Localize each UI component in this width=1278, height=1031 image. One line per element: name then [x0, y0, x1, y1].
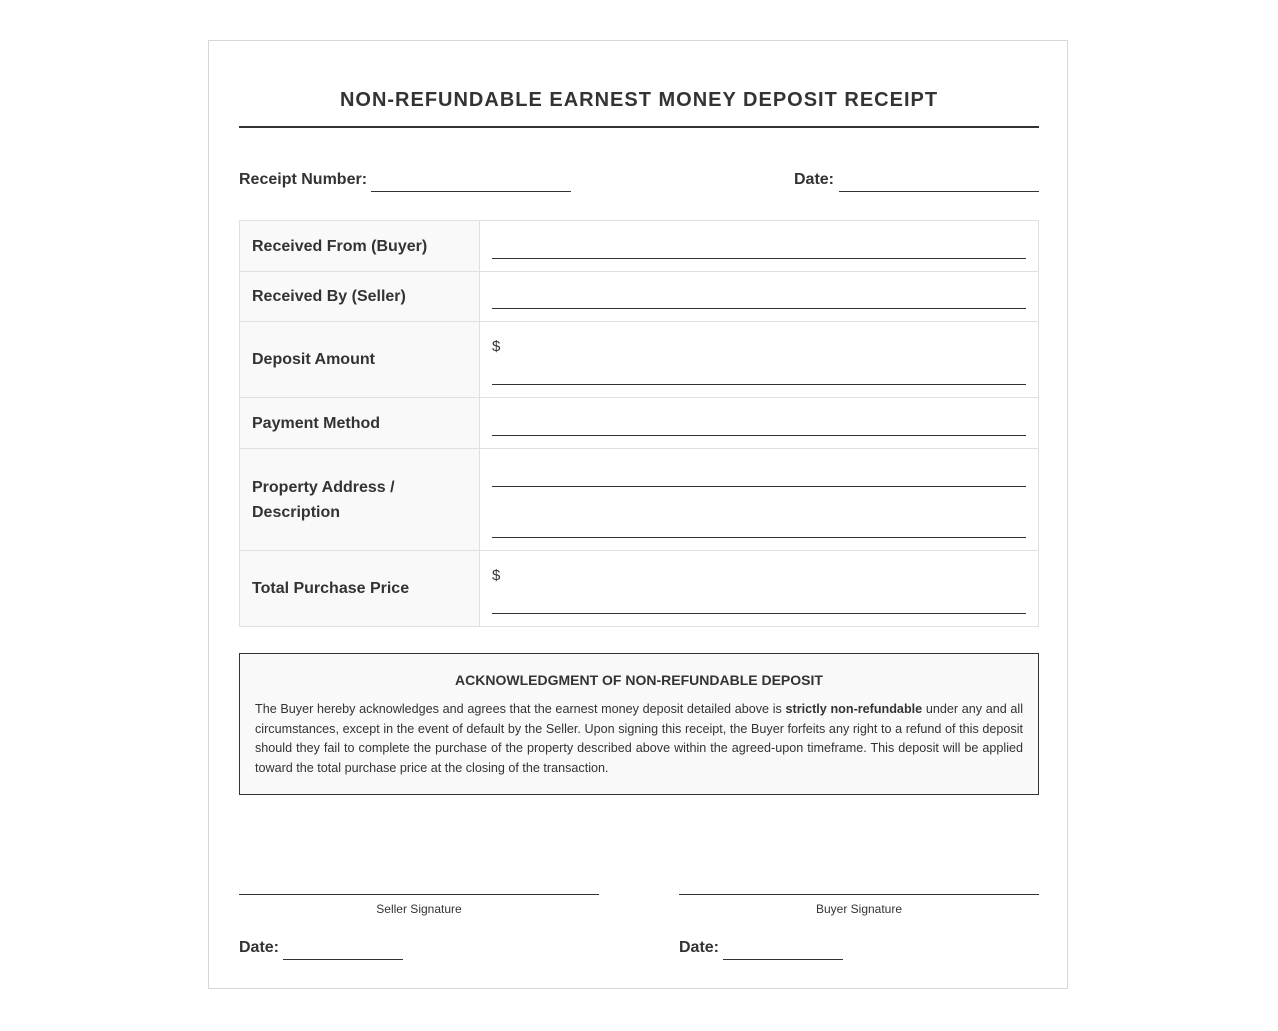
buyer-date-label: Date: — [679, 939, 720, 956]
payment-method-field[interactable] — [480, 398, 1039, 449]
acknowledgment-emphasis: strictly non-refundable — [785, 702, 923, 716]
acknowledgment-text — [255, 700, 1023, 778]
date-label: Date: — [794, 171, 835, 188]
received-from-field[interactable] — [480, 221, 1039, 272]
received-by-label: Received By (Seller) — [240, 272, 480, 322]
seller-date-field[interactable] — [283, 959, 403, 960]
payment-method-label: Payment Method — [240, 398, 480, 449]
fill-line — [492, 486, 1026, 487]
table-row — [240, 322, 1039, 398]
buyer-signature-line[interactable] — [679, 894, 1039, 895]
seller-signature-block — [239, 894, 599, 916]
date-field[interactable] — [839, 191, 1039, 192]
fill-line — [492, 537, 1026, 538]
fill-line — [492, 308, 1026, 309]
title-divider — [239, 126, 1039, 128]
seller-signature-caption: Seller Signature — [376, 902, 462, 916]
fill-line — [492, 258, 1026, 259]
buyer-signature-block — [679, 894, 1039, 916]
table-row — [240, 449, 1039, 551]
received-from-label: Received From (Buyer) — [240, 221, 480, 272]
receipt-meta-row — [239, 169, 1039, 193]
table-row — [240, 272, 1039, 322]
received-by-field[interactable] — [480, 272, 1039, 322]
fill-line — [492, 435, 1026, 436]
acknowledgment-text-part: under any and all circumstances, except in the event of default by the Seller. Upon signing this receipt, the Buyer forfeits any right to a refund of this deposit should they fail to complete the purchase of the property described above within the agreed-upon timeframe. This deposit will be applied toward the total purchase price at the closing of the transaction. — [255, 702, 1024, 775]
receipt-number-field[interactable] — [371, 191, 571, 192]
acknowledgment-title: ACKNOWLEDGMENT OF NON-REFUNDABLE DEPOSIT — [455, 672, 823, 688]
fill-line — [492, 613, 1026, 614]
document-title: NON-REFUNDABLE EARNEST MONEY DEPOSIT RECEIPT — [339, 89, 939, 111]
acknowledgment-text-part: The Buyer hereby acknowledges and agrees that the earnest money deposit detailed above is — [255, 702, 786, 716]
buyer-date-field[interactable] — [723, 959, 843, 960]
buyer-signature-caption: Buyer Signature — [815, 902, 903, 916]
deposit-details-table — [239, 220, 1039, 627]
property-address-field[interactable] — [480, 449, 1039, 551]
currency-prefix: $ — [492, 338, 501, 355]
total-purchase-price-field[interactable] — [480, 551, 1039, 627]
buyer-date-row — [679, 939, 879, 963]
receipt-number-label: Receipt Number: — [239, 171, 368, 188]
receipt-page — [208, 40, 1068, 989]
seller-signature-line[interactable] — [239, 894, 599, 895]
table-row — [240, 398, 1039, 449]
currency-prefix: $ — [492, 567, 501, 584]
table-row — [240, 551, 1039, 627]
seller-date-row — [239, 939, 439, 963]
deposit-amount-field[interactable] — [480, 322, 1039, 398]
property-address-label: Property Address / Description — [240, 449, 480, 551]
table-row — [240, 221, 1039, 272]
fill-line — [492, 384, 1026, 385]
seller-date-label: Date: — [239, 939, 280, 956]
deposit-amount-label: Deposit Amount — [240, 322, 480, 398]
acknowledgment-box — [239, 653, 1039, 795]
total-purchase-price-label: Total Purchase Price — [240, 551, 480, 627]
